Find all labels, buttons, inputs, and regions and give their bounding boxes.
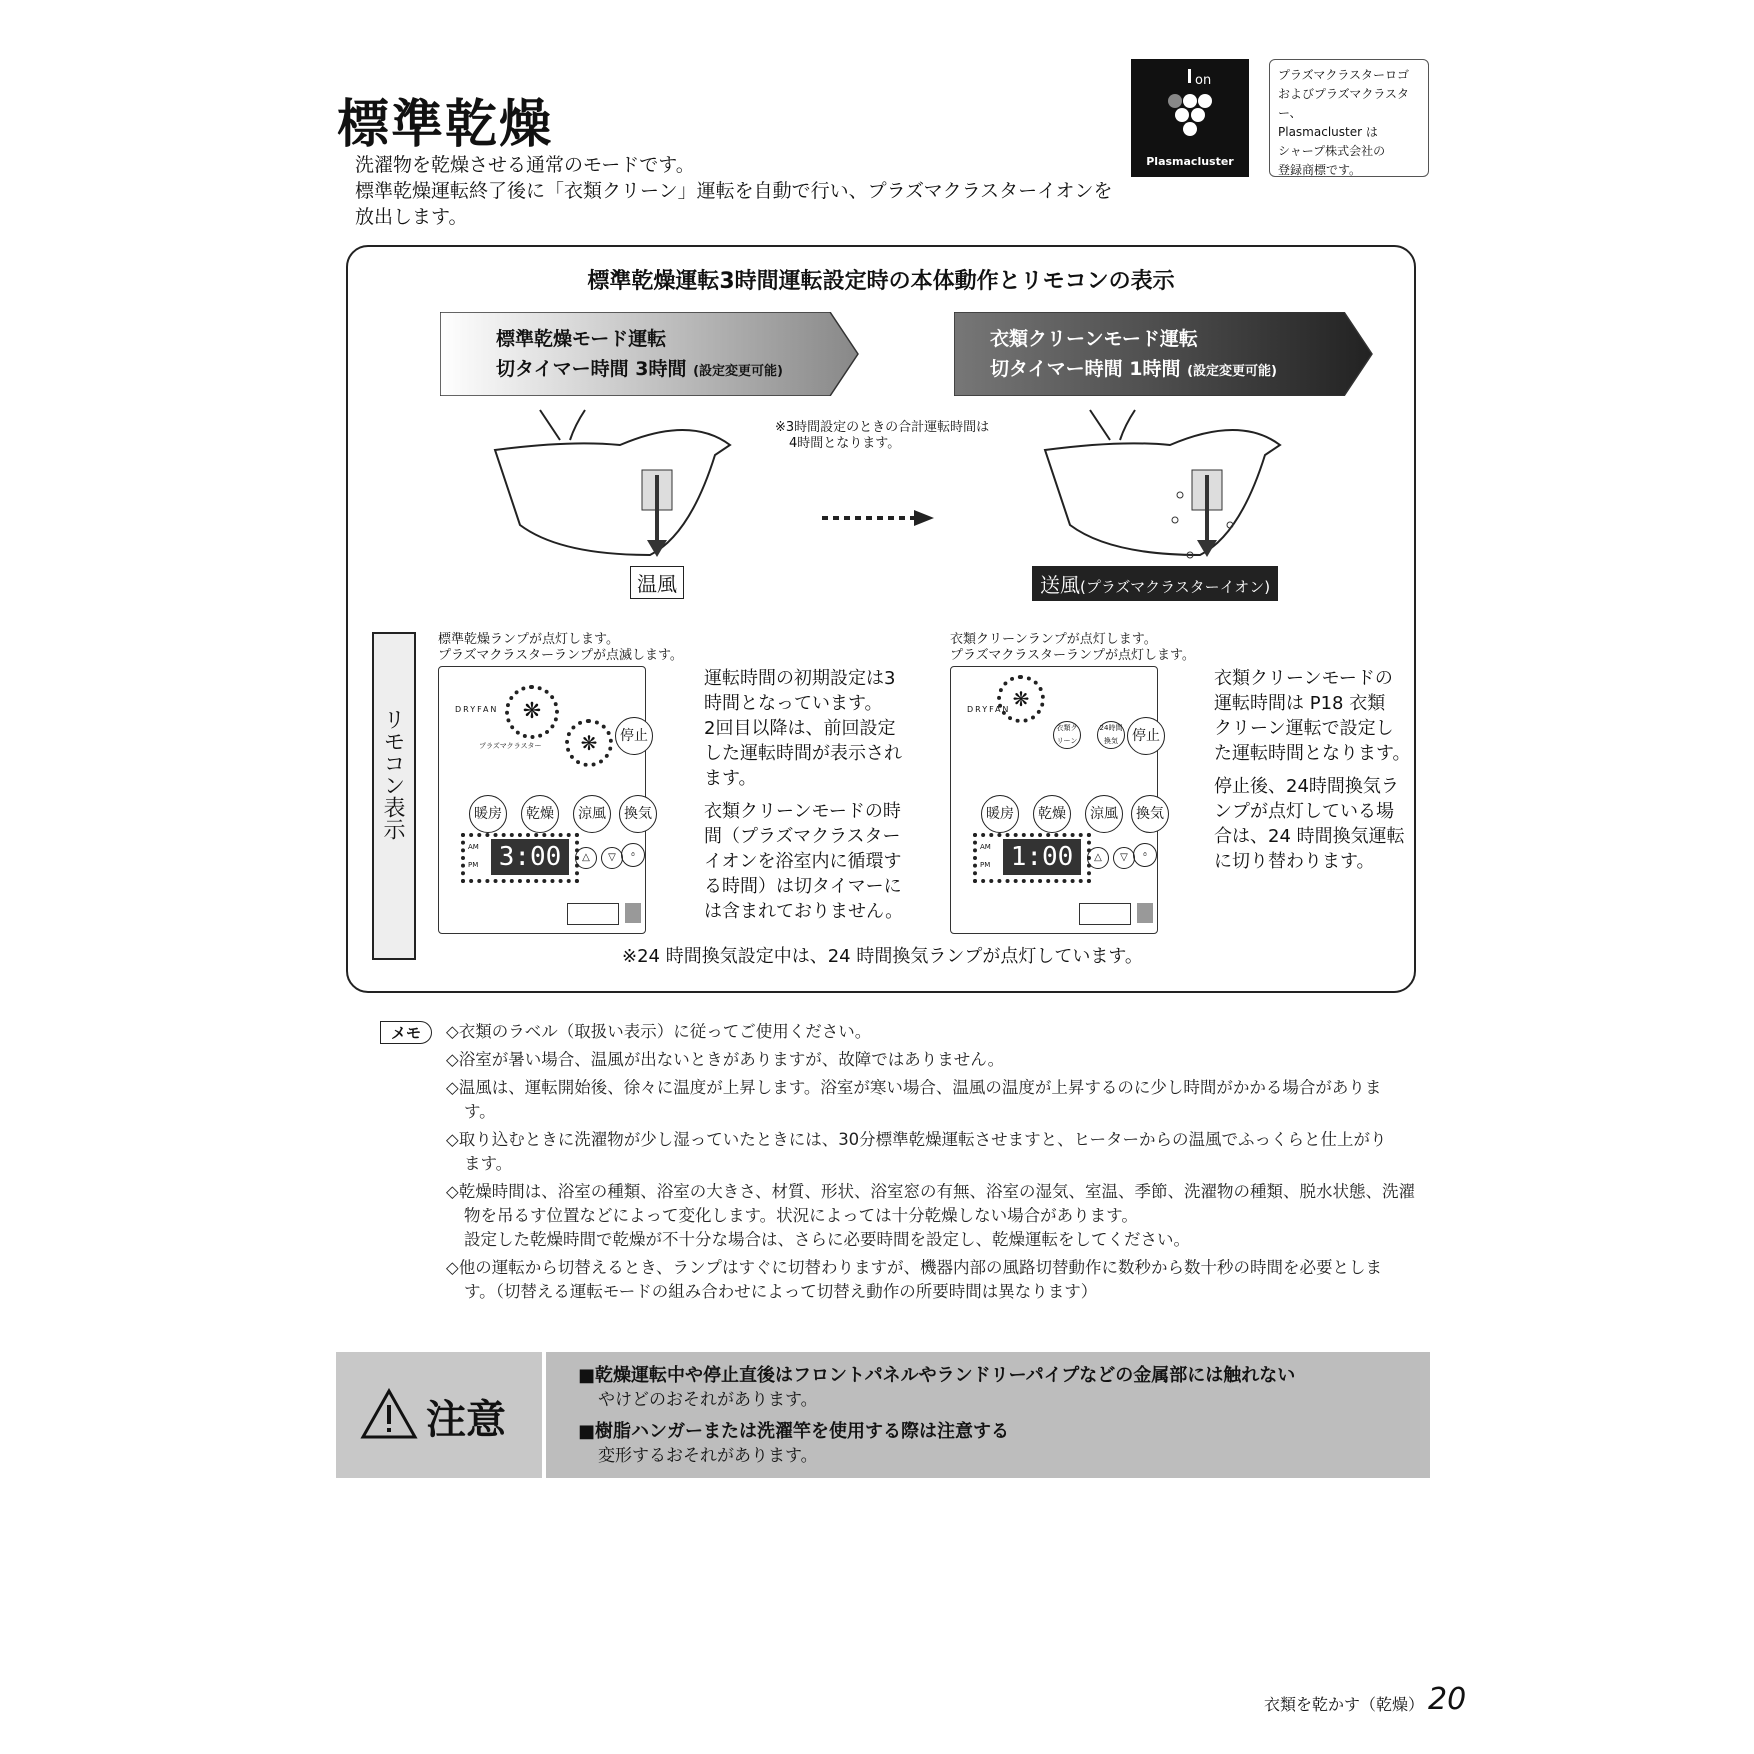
- remote1-caption: 標準乾燥ランプが点灯します。 プラズマクラスターランプが点滅します。: [438, 632, 683, 663]
- remote1-description: 運転時間の初期設定は3 時間となっています。 2回目以降は、前回設定 した運転時間が表示され ます。 衣類クリーンモードの時 間（プラズマクラスター イオンを浴室内に循環す る時間）は切タイマーに は含まれておりません。: [704, 668, 904, 922]
- indicator-square: [1137, 903, 1153, 923]
- side-label: リモコン表示: [380, 708, 405, 840]
- indicator-square: [625, 903, 641, 923]
- down-button[interactable]: ▽: [601, 847, 623, 869]
- caution-divider: [542, 1352, 546, 1478]
- dry-button[interactable]: 乾燥: [521, 795, 559, 833]
- brand-label: DRYFAN: [455, 705, 499, 714]
- transition-arrow: [822, 508, 937, 528]
- panel-title: 標準乾燥運転3時間運転設定時の本体動作とリモコンの表示: [587, 269, 1175, 294]
- brand-text: Plasmacluster: [1146, 155, 1234, 168]
- intro-text: 洗濯物を乾燥させる通常のモードです。 標準乾燥運転終了後に「衣類クリーン」運転を自動で行い、プラズマクラスターイオンを 放出します。: [355, 154, 1113, 228]
- memo-badge: メモ: [380, 1021, 432, 1044]
- timer-switch-button[interactable]: ⏱: [1133, 843, 1157, 867]
- footer-section: 衣類を乾かす（乾燥）: [1264, 1695, 1425, 1714]
- time-display: AM PM 3:00: [461, 833, 579, 883]
- memo-list: [446, 1020, 1416, 1308]
- plasmacluster-logo: [1131, 59, 1249, 177]
- time-display: AM PM 1:00: [973, 833, 1091, 883]
- clean-button[interactable]: 衣類クリーン: [1053, 721, 1081, 749]
- total-time-note: ※3時間設定のときの合計運転時間は 4時間となります。: [775, 420, 990, 451]
- page-number: 20: [1428, 1682, 1467, 1717]
- pc-label: プラズマクラスター: [479, 742, 542, 750]
- unit-warm-air-illustration: [490, 405, 740, 565]
- remote2-description: 衣類クリーンモードの 運転時間は P18 衣類 クリーン運転で設定し た運転時間となります。 停止後、24時間換気ラ ンプが点灯している場 合は、24 時間換気運転 に切り替わります。: [1214, 668, 1411, 872]
- vent24-button[interactable]: 24時間換気: [1097, 721, 1125, 749]
- ion-text: on: [1195, 73, 1212, 88]
- up-button[interactable]: △: [575, 847, 597, 869]
- memo-item: ◇乾燥時間は、浴室の種類、浴室の大きさ、材質、形状、浴室窓の有無、浴室の湿気、室温、季節、洗濯物の種類、脱水状態、洗濯 物を吊るす位置などによって変化します。状況によっては十分乾燥しない場合があります。 設定した乾燥時間で乾燥が不十分な場合は、さらに必要時間を設定し、乾燥運転をしてください。: [446, 1182, 1416, 1249]
- heat-button[interactable]: 暖房: [981, 795, 1019, 833]
- memo-item: ◇衣類のラベル（取扱い表示）に従ってご使用ください。: [446, 1022, 872, 1041]
- vent-button[interactable]: 換気: [1131, 795, 1169, 833]
- warning-triangle-icon: [360, 1388, 418, 1440]
- panel-footnote: ※24 時間換気設定中は、24 時間換気ランプが点灯しています。: [622, 946, 1143, 967]
- caution-header: 注意: [336, 1352, 542, 1478]
- remote-display-1: [438, 666, 652, 934]
- remote2-caption: 衣類クリーンランプが点灯します。 プラズマクラスターランプが点灯します。: [950, 632, 1195, 663]
- cool-button[interactable]: 涼風: [1085, 795, 1123, 833]
- trademark-note: プラズマクラスターロゴ およびプラズマクラスター、 Plasmacluster は シャープ株式会社の 登録商標です。: [1269, 59, 1429, 177]
- caution-items: ■乾燥運転中や停止直後はフロントパネルやランドリーパイプなどの金属部には触れない やけどのおそれがあります。 ■樹脂ハンガーまたは洗濯竿を使用する際は注意する 変形するおそれがあります。: [578, 1365, 1296, 1466]
- dry-lamp-icon: ❋: [565, 719, 613, 767]
- battery-cover: [1079, 903, 1131, 925]
- brand-label: DRYFAN: [967, 705, 1011, 714]
- up-button[interactable]: △: [1087, 847, 1109, 869]
- plasmacluster-lamp-icon: ❋: [505, 685, 559, 739]
- mode1-label: 標準乾燥モード運転 切タイマー時間 3時間 (設定変更可能): [496, 328, 783, 380]
- page-title: 標準乾燥: [337, 95, 554, 155]
- stop-button[interactable]: 停止: [615, 717, 653, 755]
- dry-button[interactable]: 乾燥: [1033, 795, 1071, 833]
- memo-item: ◇他の運転から切替えるとき、ランプはすぐに切替わりますが、機器内部の風路切替動作に数秒から数十秒の時間を必要としま す。（切替える運転モードの組み合わせによって切替え動作の所要時間は異なります）: [446, 1258, 1383, 1301]
- vent-button[interactable]: 換気: [619, 795, 657, 833]
- unit-fan-illustration: [1040, 405, 1290, 565]
- stop-button[interactable]: 停止: [1127, 717, 1165, 755]
- battery-cover: [567, 903, 619, 925]
- timer-switch-button[interactable]: ⏱: [621, 843, 645, 867]
- heat-button[interactable]: 暖房: [469, 795, 507, 833]
- down-button[interactable]: ▽: [1113, 847, 1135, 869]
- plasmacluster-lamp-icon: ❋: [997, 675, 1045, 723]
- memo-item: ◇取り込むときに洗濯物が少し湿っていたときには、30分標準乾燥運転させますと、ヒーターからの温風でふっくらと仕上がり ます。: [446, 1130, 1387, 1173]
- warm-air-label: 温風: [630, 566, 684, 599]
- cool-button[interactable]: 涼風: [573, 795, 611, 833]
- memo-item: ◇浴室が暑い場合、温風が出ないときがありますが、故障ではありません。: [446, 1050, 1005, 1069]
- mode2-label: 衣類クリーンモード運転 切タイマー時間 1時間 (設定変更可能): [990, 328, 1277, 380]
- remote-display-2: [950, 666, 1164, 934]
- fan-label: 送風(プラズマクラスターイオン): [1032, 566, 1278, 601]
- memo-item: ◇温風は、運転開始後、徐々に温度が上昇します。浴室が寒い場合、温風の温度が上昇するのに少し時間がかかる場合がありま す。: [446, 1078, 1382, 1121]
